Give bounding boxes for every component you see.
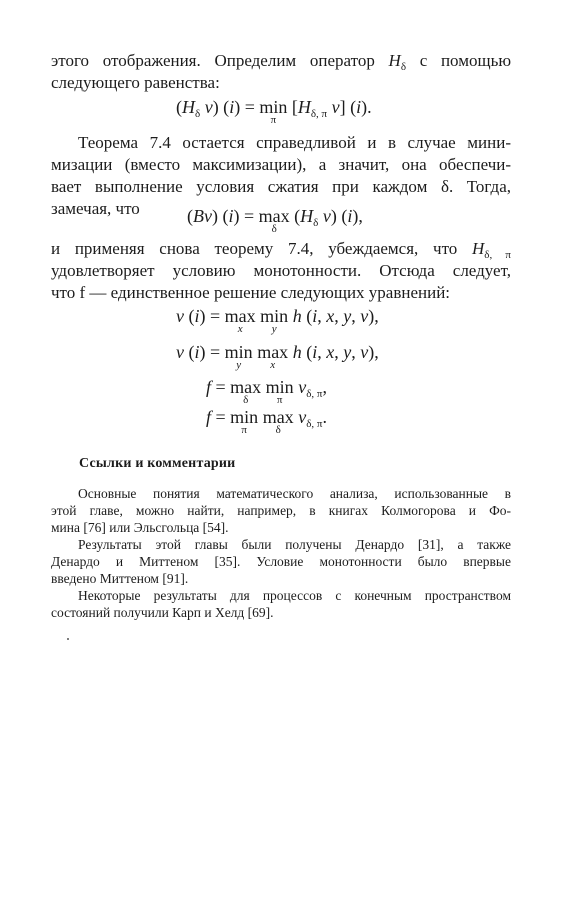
comment-line: Некоторые результаты для процессов с конечным пространством <box>78 588 511 603</box>
paragraph-line: вает выполнение условия сжатия при каждом δ. Тогда, <box>51 177 511 196</box>
comment-line: состояний получили Карп и Хелд [69]. <box>51 605 274 620</box>
text-segment: и применяя снова теорему 7.4, убеждаемся, что <box>51 239 458 258</box>
paragraph-line: что f — единственное решение следующих уравнений: <box>51 283 451 302</box>
paragraph-line: следующего равенства: <box>51 73 220 92</box>
formula-1: ($H_\delta$ v) (i) = min π [$H_{\delta, \pi}$ v] (i). <box>176 97 372 126</box>
comment-line: Денардо и Миттеном [35]. Условие монотонности было впервые <box>51 554 511 569</box>
formula-6: f = min π max δ $v_{\delta, \pi}$. <box>206 407 327 436</box>
paragraph-line: мизации (вместо максимизации), а значит, она обеспечи- <box>51 155 511 174</box>
paragraph-line: удовлетворяет условию монотонности. Отсюда следует, <box>51 261 511 280</box>
formula-2: (Bv) (i) = max δ ($H_\delta$ v) (i), <box>187 206 363 235</box>
comment-line: мина [76] или Эльсгольца [54]. <box>51 520 229 535</box>
comment-line: введено Миттеном [91]. <box>51 571 189 586</box>
text-segment: этого отображения. Определим оператор <box>51 51 375 70</box>
paragraph-line: Теорема 7.4 остается справедливой и в случае мини- <box>78 133 511 152</box>
formula-3: v (i) = max x min y h (i, x, y, v), <box>176 306 379 335</box>
section-heading: Ссылки и комментарии <box>79 456 236 471</box>
paragraph-line: замечая, что <box>51 199 140 218</box>
comment-line: этой главе, можно найти, например, в книгах Колмогорова и Фо- <box>51 503 511 518</box>
comment-line: Результаты этой главы были получены Денардо [31], а также <box>78 537 511 552</box>
operator-symbol: $H_\delta$ <box>388 51 406 73</box>
operator-symbol: $H_{\delta, \pi}$ <box>472 239 511 261</box>
text-segment: с помощью <box>419 51 512 70</box>
page-speck <box>67 638 69 640</box>
comment-line: Основные понятия математического анализа, использованные в <box>78 486 511 501</box>
formula-5: f = max δ min π $v_{\delta, \pi}$, <box>206 377 327 406</box>
formula-4: v (i) = min y max x h (i, x, y, v), <box>176 342 379 371</box>
